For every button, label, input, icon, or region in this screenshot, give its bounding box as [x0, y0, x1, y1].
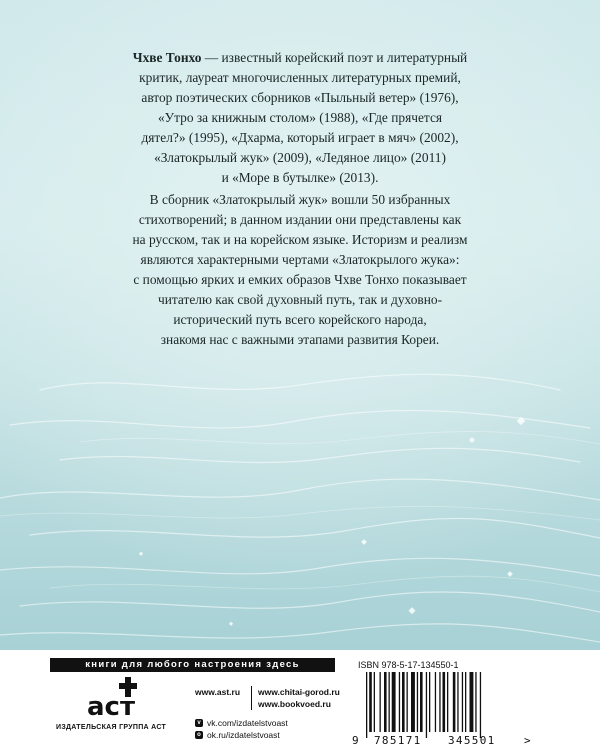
isbn-number: ISBN 978-5-17-134550-1: [358, 660, 459, 670]
publisher-footer: [0, 650, 600, 750]
ast-logo-text: аст: [87, 692, 136, 721]
description-line-4: являются характерными чертами «Златокрылого жука»:: [140, 252, 460, 267]
barcode-bar: [435, 672, 436, 732]
author-bio-line-3: автор поэтических сборников «Пыльный ветер» (1976),: [141, 90, 459, 105]
site-link-bookvoed[interactable]: www.bookvoed.ru: [258, 699, 331, 709]
social-link-vk[interactable]: vk.com/izdatelstvoast: [207, 718, 288, 728]
description-line-8: знакомя нас с важными этапами развития Кореи.: [160, 332, 440, 347]
barcode-bar: [465, 672, 466, 732]
ast-logo: [83, 675, 143, 721]
barcode-bar: [457, 672, 458, 732]
book-description: [110, 190, 490, 350]
author-bio-line-1: [110, 48, 490, 68]
author-bio-line-5: дятел?» (1995), «Дхарма, который играет в мяч» (2002),: [141, 130, 459, 145]
publisher-label: ИЗДАТЕЛЬСКАЯ ГРУППА АСТ: [56, 724, 167, 731]
barcode-bar: [439, 672, 440, 732]
description-line-2: стихотворений; в данном издании они представлены как: [138, 212, 462, 227]
author-bio-line-1-rest: — известный корейский поэт и литературный: [201, 50, 468, 65]
author-bio: [110, 48, 490, 188]
description-line-1: В сборник «Златокрылый жук» вошли 50 избранных: [149, 192, 451, 207]
slogan-bar: книги для любого настроения здесь: [50, 658, 335, 672]
site-link-chitai-gorod[interactable]: www.chitai-gorod.ru: [258, 687, 340, 697]
barcode-first-digit: 9: [352, 734, 359, 747]
barcode-bar: [374, 672, 375, 732]
barcode-bar: [384, 672, 387, 732]
barcode-bar: [447, 672, 448, 732]
social-link-ok[interactable]: ok.ru/izdatelstvoast: [207, 730, 280, 740]
ast-logo-icon: [83, 675, 143, 721]
barcode-bar: [389, 672, 390, 732]
description-line-3: на русском, так и на корейском языке. Историзм и реализм: [132, 232, 468, 247]
barcode-bar: [399, 672, 400, 732]
barcode-bar: [411, 672, 415, 732]
author-name: Чхве Тонхо: [132, 50, 202, 65]
ok-icon: o: [195, 731, 203, 739]
barcode-bar: [407, 672, 408, 732]
wave-pattern: [0, 330, 600, 650]
site-link-ast[interactable]: www.ast.ru: [195, 687, 241, 697]
author-bio-line-6: «Златокрылый жук» (2009), «Ледяное лицо» (2011): [154, 150, 446, 165]
vk-icon: v: [195, 719, 203, 727]
author-bio-line-4: «Утро за книжным столом» (1988), «Где прячется: [157, 110, 443, 125]
barcode-group-2: 345501: [448, 734, 496, 747]
description-line-6: читателю как свой духовный путь, так и духовно-: [157, 292, 443, 307]
barcode-bar: [453, 672, 456, 732]
barcode-bar: [480, 672, 481, 738]
barcode-digits: [352, 734, 552, 748]
barcode-bar: [462, 672, 463, 732]
barcode-bar: [443, 672, 446, 732]
barcode-group-1: 785171: [374, 734, 422, 747]
barcode-bar: [392, 672, 396, 732]
barcode-bar: [369, 672, 372, 732]
author-bio-line-7: и «Море в бутылке» (2013).: [221, 170, 379, 185]
barcode-bar: [429, 672, 430, 732]
barcode-bar: [380, 672, 381, 732]
barcode-bar: [420, 672, 423, 732]
site-divider: [251, 686, 252, 710]
barcode-end-mark: >: [524, 734, 531, 747]
barcode-bar: [366, 672, 367, 738]
author-bio-line-2: критик, лауреат многочисленных литературных премий,: [139, 70, 461, 85]
barcode-bar: [417, 672, 418, 732]
barcode-bar: [402, 672, 405, 732]
barcode-bar: [426, 672, 427, 738]
website-links: [195, 686, 340, 710]
barcode-bar: [475, 672, 476, 732]
description-line-5: с помощью ярких и емких образов Чхве Тонхо показывает: [133, 272, 467, 287]
description-line-7: исторический путь всего корейского народа,: [173, 312, 427, 327]
social-links: [195, 717, 288, 741]
barcode-bar: [470, 672, 474, 732]
